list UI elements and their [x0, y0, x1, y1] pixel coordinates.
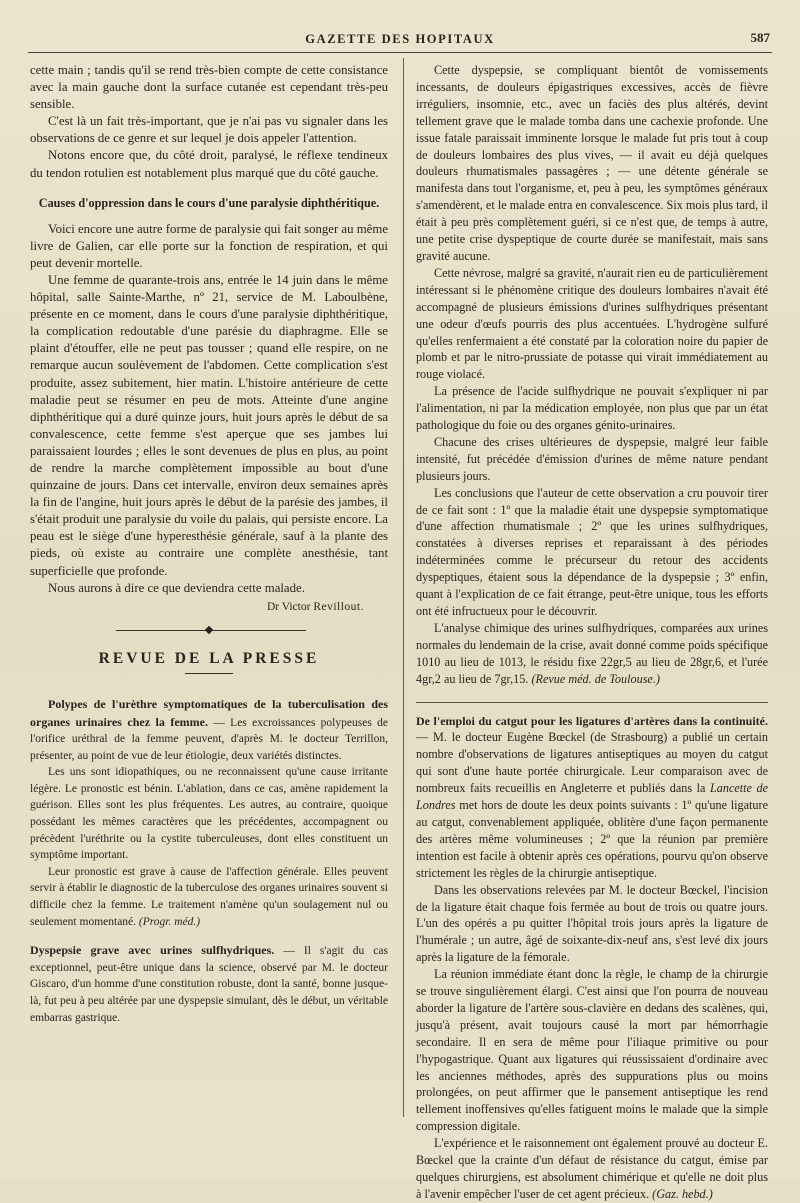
- paragraph: [416, 620, 768, 688]
- article-dyspepsie-lead: [30, 942, 388, 1026]
- journal-name: Lancette de Londres: [416, 781, 768, 813]
- paragraph: Notons encore que, du côté droit, paralysé, le réflexe tendineux du tendon rotulien est notablement plus marqué que du côté gauche.: [30, 148, 388, 180]
- article-lead-continued: met hors de doute les deux points suivants : 1º qu'une ligature au catgut, convenablement appliquée, oblitère d'une façon permanente des artères même volumineuses ; 2º que la réunion par première intention est facile à obtenir après ces opérations, pourvu qu'on observe strictement les règles de la chirurgie antiseptique.: [416, 798, 768, 880]
- column-divider: [403, 58, 404, 1117]
- signature-name: Revillout.: [313, 600, 364, 613]
- paragraph: Chacune des crises ultérieures de dyspepsie, malgré leur faible intensité, fut précédée d'émission d'urines de même nature pendant plusieurs jours.: [416, 434, 768, 483]
- paragraph: Cette névrose, malgré sa gravité, n'aurait rien eu de particulièrement intéressant si le phénomène critique des douleurs lombaires n'avait été accompagné de plusieurs émissions d'urines sulfhydriques présentant une odeur d'œufs pourris des plus accentuées. L'hydrogène sulfuré qu'elles renfermaient a été constaté par la coloration noire du papier de plomb et par le nitro-prussiate de potasse qui virait immédiatement au rouge violacé.: [416, 265, 768, 382]
- press-review-block: [30, 696, 388, 1026]
- source-citation: (Progr. méd.): [138, 915, 201, 928]
- article-heading: De l'emploi du catgut pour les ligatures d'artères dans la continuité.: [416, 713, 768, 728]
- paragraph: Les conclusions que l'auteur de cette observation a cru pouvoir tirer de ce fait sont : 1º que la maladie était une dyspepsie symptomatique d'une affection rhumatismale ; 2º que les urines sulfhydriques, constatées à diverses reprises et reparaissant à des périodes indéterminées comme le précurseur du retour des accidents dyspeptiques, étaient sous la dépendance de la dyspepsie ; 3º enfin, quant à l'explication de ce fait étrange, peut-être unique, tous les efforts ont été infructueux pour le découvrir.: [416, 485, 768, 618]
- paragraph: Les uns sont idiopathiques, ou ne reconnaissent qu'une cause irritante légère. Le pronostic est bénin. L'ablation, dans ce cas, amène rapidement la guérison. Elles sont les plus fréquentes. Les autres, au contraire, quoique possédant les mêmes caractères que les précédentes, accompagnent ou précèdent l'uréthrite ou la cystite tuberculeuses, dont elles constituent un symptôme important.: [30, 766, 388, 862]
- paragraph: Voici encore une autre forme de paralysie qui fait songer au même livre de Galien, car elle porte sur la fonction de respiration, et qui peut devenir mortelle.: [30, 221, 388, 270]
- paragraph: [416, 1135, 768, 1203]
- article-heading: Dyspepsie grave avec urines sulfhydriques.: [30, 943, 275, 958]
- article-dyspepsie: [30, 942, 388, 1026]
- paragraph: C'est là un fait très-important, que je n'ai pas vu signaler dans les observations de ce genre et sur lequel je dois appeler l'attention.: [30, 114, 388, 146]
- article-separator: [416, 702, 768, 703]
- article-catgut: [416, 713, 768, 882]
- short-rule: [185, 673, 233, 674]
- paragraph-text: L'analyse chimique des urines sulfhydriques, comparées aux urines normales du lendemain de la crise, avait donné comme poids spécifique 1010 au lieu de 1013, le résidu fixe 22gr,5 au lieu de 28gr,6, et l'urée 4gr,2 au lieu de 7gr,15.: [416, 620, 768, 686]
- running-head: [30, 30, 770, 52]
- source-citation: (Revue méd. de Toulouse.): [531, 671, 660, 686]
- paragraph: Une femme de quarante-trois ans, entrée le 14 juin dans le même hôpital, salle Sainte-Marthe, nº 21, service de M. Laboulbène, présente en ce moment, dans le cours d'une paralysie diphthéritique, la complication redoutable d'une parésie du diaphragme. Elle se plaint d'étouffer, elle ne peut pas tousser ; quand elle respire, on ne remarque aucun soulèvement de l'abdomen. Cette complication s'est produite, assez subitement, hier matin. L'histoire antérieure de cette maladie peut se résumer en peu de mots. Atteinte d'une angine diphthéritique qui a duré quinze jours, huit jours après le début de sa convalescence, cette femme s'est aperçue que ses jambes lui paraissaient lourdes ; elles le sont devenues de plus en plus, au point de rendre la marche complètement impossible au bout d'une quinzaine de jours. Dans cet intervalle, environ deux semaines après la fin de l'angine, huit jours après le début de la parésie des jambes, il s'était produit une paralysie du voile du palais, qui persiste encore. La peau est le siège d'une hyperesthésie générale, sauf à la plante des pieds, où existe au contraire une complète anesthésie, tant superficielle que profonde.: [30, 272, 388, 578]
- header-rule: [28, 52, 772, 53]
- article-lead: — M. le docteur Eugène Bœckel (de Strasbourg) a publié un certain nombre d'observations de ligatures antiseptiques au moyen du catgut qui sont d'une haute portée chirurgicale. Leur comparaison avec de nombreux faits recueillis en Angleterre et publiés dans la: [416, 730, 768, 796]
- source-citation: (Gaz. hebd.): [652, 1186, 713, 1201]
- section-heading: Causes d'oppression dans le cours d'une paralysie diphthéritique.: [38, 195, 380, 210]
- revue-de-la-presse-title: REVUE DE LA PRESSE: [98, 649, 320, 667]
- paragraph: La réunion immédiate étant donc la règle, le champ de la chirurgie se trouve singulièrement élargi. C'est ainsi que l'on pourra de nouveau aborder la ligature de l'artère sous-clavière en dedans des scalènes, qui, jusqu'à présent, avait toujours causé la mort par hémorrhagie secondaire. Il en sera de même pour l'iliaque primitive ou pour l'hypogastrique. Quant aux ligatures qui réussissaient d'ordinaire avec les anciennes méthodes, après des suppurations plus ou moins prolongées, on peut affirmer que le pansement antiseptique les rend tellement inoffensives qu'elles fatiguent moins le malade que la simple compression digitale.: [416, 967, 768, 1134]
- signature-prefix: Dr Victor: [266, 600, 311, 613]
- journal-title: GAZETTE DES HOPITAUX: [305, 32, 495, 46]
- article-heading: Polypes de l'urèthre symptomatiques de la tuberculisation des organes urinaires chez la femme.: [30, 696, 388, 729]
- article-lead: — Il s'agit du cas exceptionnel, peut-être unique dans la science, observé par M. le docteur Giscaro, d'un homme d'une constitution robuste, dont la santé, bonne jusque-là, fut peu à peu altérée par une dyspepsie simulant, dès le début, un véritable embarras gastrique.: [30, 945, 388, 1024]
- paragraph: Dans les observations relevées par M. le docteur Bœckel, l'incision de la ligature était chaque fois fermée au bout de trois ou quatre jours. L'un des opérés a pu quitter l'hôpital trois jours après la ligature de l'humérale ; un autre, âgé de soixante-dix-neuf ans, s'est levé dix jours après la ligature de la fémorale.: [416, 882, 768, 965]
- paragraph: cette main ; tandis qu'il se rend très-bien compte de cette consistance avec la main gauche dont la surface cutanée est cependant très-peu sensible.: [30, 63, 388, 112]
- article-polypes: [30, 696, 388, 764]
- author-signature: [30, 599, 364, 616]
- right-column: [416, 62, 768, 1203]
- paragraph-text: Leur pronostic est grave à cause de l'affection générale. Elles peuvent servir à établir le diagnostic de la tuberculose des organes urinaires souvent si difficile chez la femme. Le traitement n'amène qu'un soulagement nul ou seulement momentané.: [30, 865, 388, 928]
- paragraph: Nous aurons à dire ce que deviendra cette malade.: [48, 580, 305, 595]
- article-lead: — Les excroissances polypeuses de l'orifice uréthral de la femme peuvent, d'après M. le docteur Terrillon, présenter, au point de vue de leur étiologie, deux variétés distinctes.: [30, 716, 388, 762]
- paragraph: [30, 864, 388, 930]
- paragraph-text: L'expérience et le raisonnement ont également prouvé au docteur E. Bœckel que la crainte d'un défaut de résistance du catgut, émise par quelques chirurgiens, est absolument chimérique et qu'elle ne doit plus à l'avenir empêcher l'user de cet agent précieux.: [416, 1136, 768, 1201]
- left-column: [30, 62, 388, 1026]
- ornamental-rule: [30, 626, 388, 636]
- page-number: 587: [750, 30, 770, 45]
- paragraph: Cette dyspepsie, se compliquant bientôt de vomissements incessants, de douleurs épigastriques excessives, accès de fièvre irréguliers, insomnie, etc., avec un faciès des plus altérés, devint tellement grave que le malade tomba dans une cachexie profonde. Une issue fatale paraissait imminente lorsque le malade fut pris tout à coup de douleurs lombaires des plus vives, — il avait eu déjà quelques douleurs rhumatismales passagères ; — une détente générale se manifesta dans tout l'organisme, et, peu à peu, les symptômes généraux s'amendèrent, et le malade entra en convalescence. Six mois plus tard, il était à peu près complètement guéri, si ce n'est que, de temps à autre, une petite crise dyspeptique de courte durée se manifestait, mais sans gravité aucune.: [416, 63, 768, 263]
- paragraph: La présence de l'acide sulfhydrique ne pouvait s'expliquer ni par l'alimentation, ni par la médication employée, non plus que par un état pathologique du foie ou des organes génito-urinaires.: [416, 384, 768, 433]
